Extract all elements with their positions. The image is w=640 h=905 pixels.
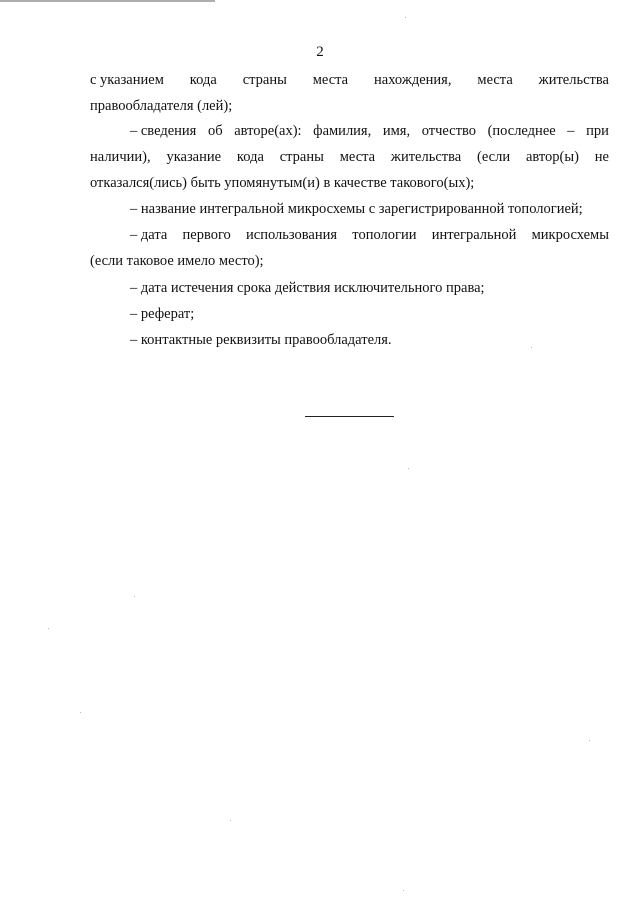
scan-speck xyxy=(408,468,409,469)
word: (последнее xyxy=(487,123,556,139)
word: использования xyxy=(246,227,338,243)
word: кода xyxy=(189,72,217,88)
text-line-8: (если таковое имело место); xyxy=(90,253,264,269)
scan-speck xyxy=(48,628,49,629)
scan-speck xyxy=(589,740,590,741)
word: – дата xyxy=(130,227,168,243)
word: микросхемы xyxy=(531,227,609,243)
word: жительства xyxy=(390,149,462,165)
word: нахождения, xyxy=(374,72,452,88)
text-line-2: правообладателя (лей); xyxy=(90,98,233,114)
word: фамилия, xyxy=(313,123,372,139)
scan-speck xyxy=(405,17,406,18)
scan-speck xyxy=(531,347,532,348)
word: места xyxy=(477,72,513,88)
scan-speck xyxy=(403,890,404,891)
text-line-3 xyxy=(130,122,609,140)
text-line-10: – реферат; xyxy=(130,306,195,322)
scan-speck xyxy=(80,712,81,713)
text-line-7 xyxy=(130,226,609,244)
word: – сведения xyxy=(130,123,197,139)
word: отчество xyxy=(421,123,476,139)
text-line-9: – дата истечения срока действия исключительного права; xyxy=(130,280,485,296)
word: места xyxy=(312,72,349,88)
word: топологии xyxy=(352,227,417,243)
word: наличии), xyxy=(90,149,151,165)
word: с указанием xyxy=(90,72,164,88)
word: интегральной xyxy=(431,227,517,243)
text-line-4 xyxy=(90,148,609,166)
word: авторе(ах): xyxy=(234,123,302,139)
word: (если xyxy=(477,149,511,165)
end-of-text-rule xyxy=(305,416,394,417)
scan-speck xyxy=(230,820,231,821)
text-line-11: – контактные реквизиты правообладателя. xyxy=(130,332,392,348)
word: страны xyxy=(242,72,287,88)
scan-speck xyxy=(134,596,135,597)
word: не xyxy=(594,149,609,165)
word: указание xyxy=(166,149,222,165)
text-line-1 xyxy=(90,71,609,89)
word: жительства xyxy=(538,72,609,88)
word: кода xyxy=(236,149,264,165)
text-line-6: – название интегральной микросхемы с зарегистрированной топологией; xyxy=(130,201,583,217)
word: первого xyxy=(182,227,231,243)
text-line-5: отказался(лись) быть упомянутым(и) в качестве такового(ых); xyxy=(90,175,475,191)
page-number: 2 xyxy=(316,44,324,60)
word: об xyxy=(207,123,223,139)
word: страны xyxy=(279,149,324,165)
word: при xyxy=(586,123,609,139)
word: – xyxy=(567,123,575,139)
word: места xyxy=(339,149,376,165)
word: автор(ы) xyxy=(525,149,579,165)
word: имя, xyxy=(382,123,411,139)
